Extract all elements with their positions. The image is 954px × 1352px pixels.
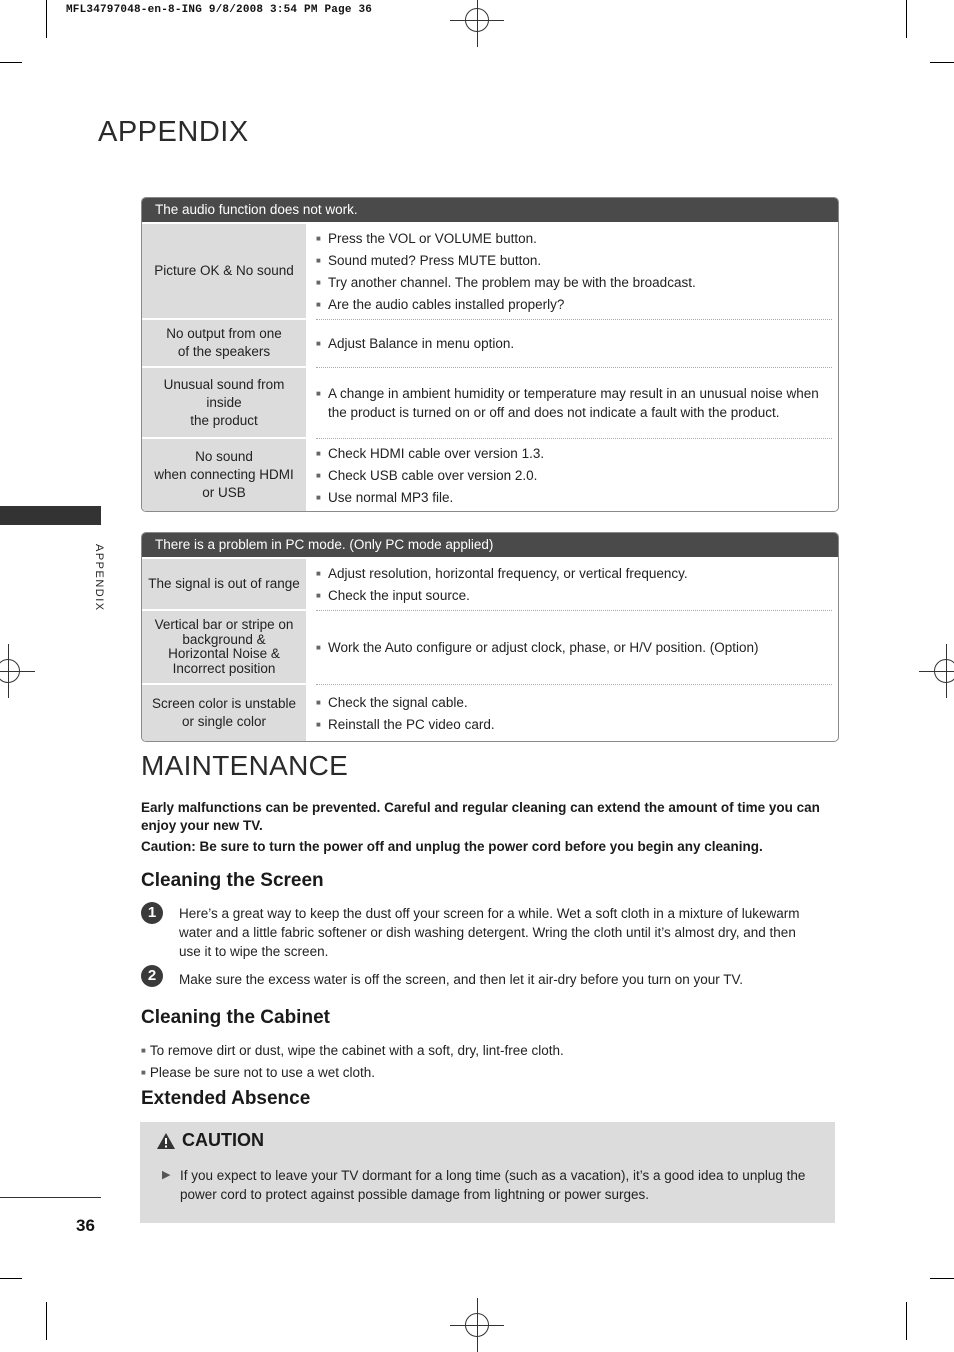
solution-item: ■ Check USB cable over version 2.0. [316,466,832,485]
pc-mode-troubleshooting-table [141,532,839,742]
solution-item: ■ Work the Auto configure or adjust clock, phase, or H/V position. (Option) [316,638,832,657]
crop-mark [906,0,907,38]
solution-item: ■ Adjust resolution, horizontal frequency, or vertical frequency. [316,564,832,583]
bullet-icon: ■ [141,1068,146,1077]
table-header: The audio function does not work. [142,198,838,222]
table-row [142,320,838,368]
list-item-text: To remove dirt or dust, wipe the cabinet with a soft, dry, lint-free cloth. [149,1043,564,1058]
side-label: APPENDIX [93,544,105,612]
side-tab [0,506,101,525]
solution-list [316,559,832,611]
bullet-icon: ■ [141,1046,146,1055]
symptom-label: Unusual sound from inside the product [142,368,306,439]
table-row [142,439,838,511]
warning-icon [156,1132,176,1150]
solution-list [316,611,832,685]
table-row [142,368,838,439]
step-number: 1 [141,902,163,924]
table-row [142,611,838,685]
symptom-label: The signal is out of range [142,559,306,611]
solution-list [316,320,832,368]
symptom-label: No output from one of the speakers [142,320,306,368]
solution-item: ■ Sound muted? Press MUTE button. [316,251,832,270]
crop-mark [930,1278,954,1279]
solution-item: ■ Check HDMI cable over version 1.3. [316,444,832,463]
page-title: APPENDIX [98,116,249,148]
solution-item: ■ Try another channel. The problem may be with the broadcast. [316,273,832,292]
list-item [141,1063,375,1082]
caution-label: CAUTION [182,1130,264,1150]
registration-mark [934,659,954,683]
caution-title [156,1130,264,1151]
solution-item: ■ Adjust Balance in menu option. [316,334,832,353]
solution-item: ■ Use normal MP3 file. [316,488,832,507]
crop-mark [0,62,22,63]
maintenance-intro: Early malfunctions can be prevented. Careful and regular cleaning can extend the amount of time you can enjoy your new TV. [141,800,820,833]
registration-mark [465,1313,489,1337]
table-row [142,224,838,320]
solution-item: ■ Are the audio cables installed properly? [316,295,832,314]
maintenance-caution-note: Caution: Be sure to turn the power off and unplug the power cord before you begin any cleaning. [141,839,763,854]
solution-item: ■ Check the input source. [316,586,832,605]
crop-mark [930,62,954,63]
registration-mark [0,659,20,683]
page-number: 36 [76,1216,95,1235]
step-text: Here’s a great way to keep the dust off your screen for a while. Wet a soft cloth in a mixture of lukewarm water and a little fabric softener or dish washing detergent. Wring the cloth until it’s almost dry, and then use it to wipe the screen. [179,906,800,959]
print-header: MFL34797048-en-8-ING 9/8/2008 3:54 PM Page 36 [66,4,373,16]
solution-item: ■ Check the signal cable. [316,693,832,712]
list-item [141,1041,564,1060]
solution-item: ■ Press the VOL or VOLUME button. [316,229,832,248]
step-text: Make sure the excess water is off the screen, and then let it air-dry before you turn on your TV. [179,972,744,987]
registration-mark [465,8,489,32]
solution-list [316,685,832,741]
table-header: There is a problem in PC mode. (Only PC mode applied) [142,533,838,557]
table-row [142,559,838,611]
solution-list [316,368,832,439]
solution-item: ■ Reinstall the PC video card. [316,715,832,734]
caution-text: If you expect to leave your TV dormant for a long time (such as a vacation), it’s a good idea to unplug the power cord to protect against possible damage from lightning or power surges. [180,1168,806,1202]
symptom-label: No sound when connecting HDMI or USB [142,439,306,511]
cleaning-cabinet-heading: Cleaning the Cabinet [141,1007,330,1028]
audio-troubleshooting-table [141,197,839,512]
list-item-text: Please be sure not to use a wet cloth. [149,1065,375,1080]
solution-item: ■ A change in ambient humidity or temperature may result in an unusual noise when the product is turned on or off and does not indicate a fault with the product. [316,384,832,422]
page-rule [0,1197,101,1198]
crop-mark [906,1302,907,1340]
arrow-bullet-icon: ▶ [162,1169,171,1181]
cleaning-screen-heading: Cleaning the Screen [141,870,324,891]
extended-absence-heading: Extended Absence [141,1088,311,1109]
step-number: 2 [141,965,163,987]
symptom-label: Picture OK & No sound [142,224,306,320]
caution-box [140,1122,835,1223]
maintenance-title: MAINTENANCE [141,750,349,781]
solution-list [316,224,832,320]
crop-mark [46,1302,47,1340]
crop-mark [0,1278,22,1279]
solution-list [316,439,832,511]
symptom-label: Vertical bar or stripe on background & Horizontal Noise & Incorrect position [142,611,306,685]
table-row [142,685,838,741]
crop-mark [46,0,47,38]
symptom-label: Screen color is unstable or single color [142,685,306,741]
